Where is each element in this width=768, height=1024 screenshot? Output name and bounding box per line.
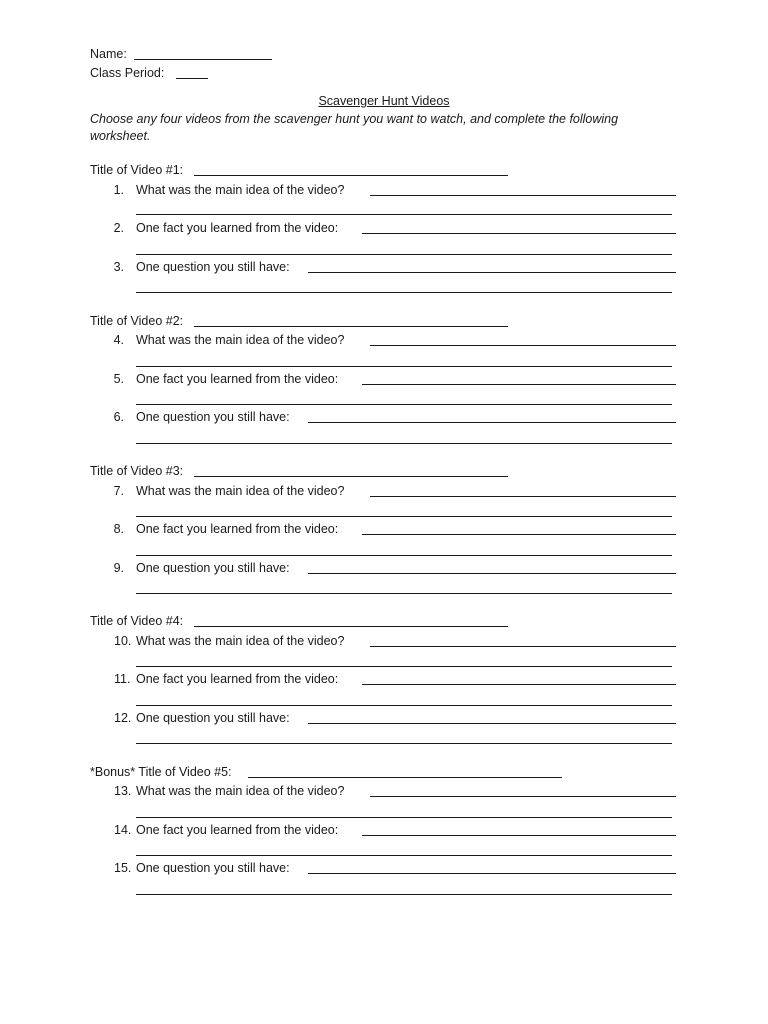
video-3-title-blank[interactable] xyxy=(194,476,508,477)
question-text: One fact you learned from the video: xyxy=(136,672,339,686)
answer-line[interactable] xyxy=(362,684,676,685)
answer-line[interactable] xyxy=(308,422,676,423)
question-text: What was the main idea of the video? xyxy=(136,333,345,347)
question-text: One fact you learned from the video: xyxy=(136,823,339,837)
question-number: 13. xyxy=(114,784,132,798)
video-1-title-blank[interactable] xyxy=(194,175,508,176)
question-number: 1. xyxy=(113,183,124,197)
question-number: 15. xyxy=(114,861,132,875)
answer-line[interactable] xyxy=(136,855,672,856)
answer-line[interactable] xyxy=(362,233,676,234)
question-text: What was the main idea of the video? xyxy=(136,183,345,197)
answer-line[interactable] xyxy=(136,404,672,405)
answer-line[interactable] xyxy=(370,646,676,647)
answer-line[interactable] xyxy=(136,593,672,594)
answer-line[interactable] xyxy=(370,796,676,797)
question-number: 6. xyxy=(113,410,124,424)
answer-line[interactable] xyxy=(370,195,676,196)
answer-line[interactable] xyxy=(136,254,672,255)
answer-line[interactable] xyxy=(370,496,676,497)
name-blank[interactable] xyxy=(134,59,272,60)
question-number: 3. xyxy=(113,260,124,274)
question-text: What was the main idea of the video? xyxy=(136,634,345,648)
answer-line[interactable] xyxy=(362,534,676,535)
name-label: Name: xyxy=(90,47,127,61)
answer-line[interactable] xyxy=(370,345,676,346)
question-text: One question you still have: xyxy=(136,861,290,875)
answer-line[interactable] xyxy=(136,894,672,895)
question-number: 7. xyxy=(113,484,124,498)
answer-line[interactable] xyxy=(362,384,676,385)
answer-line[interactable] xyxy=(308,272,676,273)
answer-line[interactable] xyxy=(308,573,676,574)
question-text: One question you still have: xyxy=(136,410,290,424)
answer-line[interactable] xyxy=(136,817,672,818)
question-number: 8. xyxy=(113,522,124,536)
question-text: One question you still have: xyxy=(136,561,290,575)
question-number: 11. xyxy=(114,672,131,686)
answer-line[interactable] xyxy=(308,723,676,724)
question-text: One question you still have: xyxy=(136,260,290,274)
video-4-title-blank[interactable] xyxy=(194,626,508,627)
question-text: One question you still have: xyxy=(136,711,290,725)
question-number: 4. xyxy=(113,333,124,347)
video-5-title-label: *Bonus* Title of Video #5: xyxy=(90,765,232,779)
answer-line[interactable] xyxy=(136,214,672,215)
question-number: 9. xyxy=(113,561,124,575)
answer-line[interactable] xyxy=(136,292,672,293)
question-text: One fact you learned from the video: xyxy=(136,221,339,235)
answer-line[interactable] xyxy=(136,555,672,556)
question-text: One fact you learned from the video: xyxy=(136,372,339,386)
question-text: One fact you learned from the video: xyxy=(136,522,339,536)
class-period-blank[interactable] xyxy=(176,78,208,79)
video-1-title-label: Title of Video #1: xyxy=(90,163,184,177)
question-number: 12. xyxy=(114,711,132,725)
question-number: 5. xyxy=(113,372,124,386)
answer-line[interactable] xyxy=(136,366,672,367)
question-number: 2. xyxy=(113,221,124,235)
answer-line[interactable] xyxy=(136,443,672,444)
video-4-title-label: Title of Video #4: xyxy=(90,614,184,628)
video-2-title-blank[interactable] xyxy=(194,326,508,327)
question-text: What was the main idea of the video? xyxy=(136,484,345,498)
answer-line[interactable] xyxy=(136,705,672,706)
answer-line[interactable] xyxy=(362,835,676,836)
video-3-title-label: Title of Video #3: xyxy=(90,464,184,478)
answer-line[interactable] xyxy=(136,743,672,744)
class-period-label: Class Period: xyxy=(90,66,165,80)
question-number: 14. xyxy=(114,823,132,837)
video-5-title-blank[interactable] xyxy=(248,777,562,778)
answer-line[interactable] xyxy=(136,666,672,667)
instructions-text: Choose any four videos from the scavenger hunt you want to watch, and complete the following worksheet. xyxy=(90,112,619,143)
video-2-title-label: Title of Video #2: xyxy=(90,314,184,328)
answer-line[interactable] xyxy=(136,516,672,517)
page-title: Scavenger Hunt Videos xyxy=(318,94,450,108)
question-text: What was the main idea of the video? xyxy=(136,784,345,798)
answer-line[interactable] xyxy=(308,873,676,874)
question-number: 10. xyxy=(114,634,132,648)
